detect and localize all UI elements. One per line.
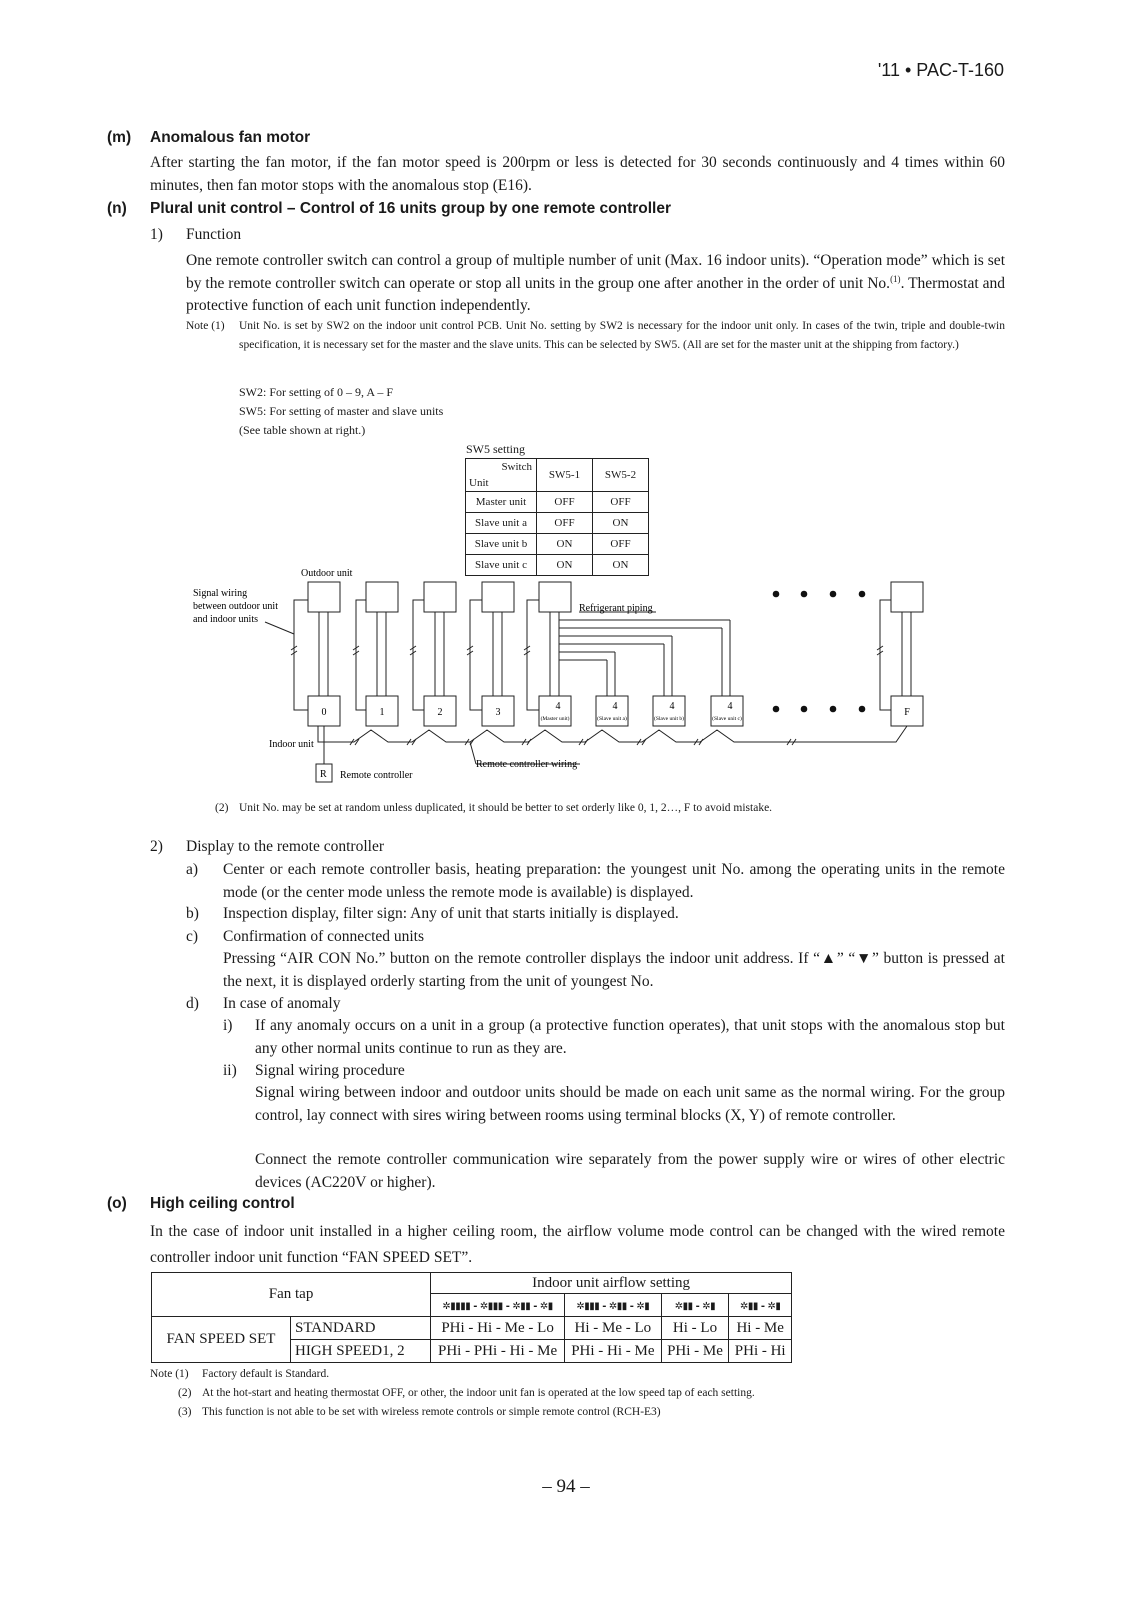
note-1-label: Note (1)	[186, 320, 225, 332]
airflow-cell: Hi - Lo	[661, 1317, 729, 1340]
fan-note-1-label: Note (1)	[150, 1368, 189, 1380]
sw5-cell: ON	[537, 555, 593, 576]
airflow-cell: Hi - Me	[729, 1317, 792, 1340]
unit-number: 4	[612, 701, 618, 712]
outdoor-unit-label: Outdoor unit	[301, 568, 353, 579]
section-letter-o: (o)	[107, 1195, 127, 1212]
section-title-n: Plural unit control – Control of 16 units group by one remote controller	[150, 200, 672, 217]
sub-text-a: Center or each remote controller basis, heating preparation: the youngest unit No. among the operating units in the remote mode (or the center mode unless the remote mode is available) is displayed.	[223, 861, 1005, 901]
sub-title-c: Confirmation of connected units	[223, 928, 425, 945]
section-letter-n: (n)	[107, 200, 127, 217]
page-number: – 94 –	[542, 1476, 590, 1497]
roman-ii-title: Signal wiring procedure	[255, 1062, 405, 1079]
sw5-row-label: Slave unit b	[466, 534, 537, 555]
sw5-corner-switch: Switch	[501, 461, 532, 473]
note-2-label: (2)	[215, 802, 229, 814]
unit-number: 1	[379, 707, 385, 718]
item-label-display: Display to the remote controller	[186, 838, 384, 855]
sw5-row-label: Slave unit a	[466, 513, 537, 534]
fan-speed-table	[151, 1272, 792, 1363]
note-1-text: Unit No. is set by SW2 on the indoor unit control PCB. Unit No. setting by SW2 is necessary for the indoor unit only. In cases of the twin, triple and double-twin specification, it is necessary set for the master and the slave units. This can be selected by SW5. (All are set for the master unit at the shipping from factory.)	[239, 320, 1005, 351]
sw5-cell: OFF	[537, 492, 593, 513]
fan-tap-high-speed: HIGH SPEED1, 2	[291, 1340, 431, 1363]
function-text-b: . Thermostat and protective function of each unit function independently.	[186, 274, 1005, 314]
document-id: '11 • PAC-T-160	[877, 60, 1004, 80]
sw5-col-header: SW5-2	[593, 459, 649, 492]
sw5-cell: OFF	[593, 492, 649, 513]
function-paragraph	[186, 250, 1005, 318]
airflow-header: Indoor unit airflow setting	[431, 1273, 792, 1294]
fan-speed-icons: ✲▮▮ - ✲▮	[674, 1300, 716, 1312]
sw-line-2: SW5: For setting of master and slave units	[239, 404, 444, 418]
item-number-1: 1)	[150, 226, 163, 243]
roman-ii: ii)	[223, 1062, 237, 1079]
section-title-m: Anomalous fan motor	[150, 129, 311, 146]
sw5-corner-unit: Unit	[469, 477, 489, 489]
outdoor-unit-box	[482, 582, 514, 612]
outdoor-unit-box	[891, 582, 923, 612]
sw5-corner-cell	[466, 459, 537, 492]
fan-note-3-label: (3)	[178, 1406, 192, 1418]
sw5-caption: SW5 setting	[466, 442, 525, 456]
unit-number: 2	[437, 707, 443, 718]
fan-note-3-text: This function is not able to be set with wireless remote controls or simple remote control (RCH-E3)	[202, 1406, 661, 1418]
function-text-a: One remote controller switch can control a group of multiple number of unit (Max. 16 indoor units). “Operation mode” which is set by the remote controller switch can operate or stop all units in the group one after another in the order of unit No.	[186, 252, 1005, 292]
sw5-cell: ON	[537, 534, 593, 555]
unit-number: 4	[669, 701, 675, 712]
unit-role: (Slave unit a)	[597, 716, 627, 722]
unit-number: 3	[495, 707, 501, 718]
note-2-text: Unit No. may be set at random unless duplicated, it should be better to set orderly like 0, 1, 2…, F to avoid mistake.	[239, 802, 773, 814]
airflow-cell: Hi - Me - Lo	[565, 1317, 662, 1340]
roman-i: i)	[223, 1017, 233, 1034]
sub-text-c: Pressing “AIR CON No.” button on the remote controller displays the indoor unit address. If “▲” “▼” button is pressed at the next, it is displayed orderly starting from the unit of youngest No.	[223, 950, 1005, 990]
sub-text-b: Inspection display, filter sign: Any of unit that starts initially is displayed.	[223, 905, 679, 922]
signal-label-2: between outdoor unit	[193, 601, 278, 612]
sw5-cell: OFF	[593, 534, 649, 555]
footnote-ref-1: (1)	[890, 273, 901, 284]
section-body-m: After starting the fan motor, if the fan motor speed is 200rpm or less is detected for 30 seconds continuously and 4 times within 60 minutes, then fan motor stops with the anomalous stop (E16).	[150, 154, 1005, 194]
unit-role: (Slave unit c)	[712, 716, 742, 722]
sw5-setting-table	[465, 458, 649, 576]
remote-controller-label: Remote controller	[340, 770, 413, 781]
fan-speed-icons: ✲▮▮▮▮ - ✲▮▮▮ - ✲▮▮ - ✲▮	[442, 1300, 553, 1312]
roman-ii-text-1: Signal wiring between indoor and outdoor units should be made on each unit same as the normal wiring. For the group control, lay connect with sires wiring between rooms using terminal blocks (X, Y) of remote controller.	[255, 1084, 1005, 1124]
airflow-cell: PHi - Me	[661, 1340, 729, 1363]
item-number-2: 2)	[150, 838, 163, 855]
unit-number: F	[904, 707, 910, 718]
sw5-row-label: Slave unit c	[466, 555, 537, 576]
sw5-cell: ON	[593, 513, 649, 534]
signal-label-1: Signal wiring	[193, 588, 248, 599]
group-control-wiring-diagram	[0, 560, 1132, 790]
sw5-row-label: Master unit	[466, 492, 537, 513]
unit-number: 4	[555, 701, 561, 712]
outdoor-unit-box	[308, 582, 340, 612]
fan-tap-standard: STANDARD	[291, 1317, 431, 1340]
sw-line-3: (See table shown at right.)	[239, 423, 366, 437]
roman-i-text: If any anomaly occurs on a unit in a group (a protective function operates), that unit stops with the anomalous stop but any other normal units continue to run as they are.	[255, 1017, 1005, 1057]
airflow-cell: PHi - PHi - Hi - Me	[431, 1340, 565, 1363]
unit-number: 0	[321, 707, 327, 718]
section-body-o: In the case of indoor unit installed in a higher ceiling room, the airflow volume mode control can be changed with the wired remote controller indoor unit function “FAN SPEED SET”.	[150, 1223, 1005, 1266]
sw5-col-header: SW5-1	[537, 459, 593, 492]
fan-speed-icons: ✲▮▮ - ✲▮	[740, 1300, 781, 1312]
fan-note-2-label: (2)	[178, 1387, 192, 1399]
fan-note-2-text: At the hot-start and heating thermostat OFF, or other, the indoor unit fan is operated at the low speed tap of each setting.	[202, 1387, 755, 1399]
remote-box-label: R	[320, 769, 327, 780]
section-letter-m: (m)	[107, 129, 132, 146]
fan-tap-header: Fan tap	[152, 1273, 431, 1317]
signal-label-3: and indoor units	[193, 614, 258, 625]
sub-letter-d: d)	[186, 995, 199, 1012]
airflow-cell: PHi - Hi - Me	[565, 1340, 662, 1363]
sub-title-d: In case of anomaly	[223, 995, 341, 1012]
sub-letter-c: c)	[186, 928, 199, 945]
roman-ii-text-2: Connect the remote controller communication wire separately from the power supply wire or wires of other electric devices (AC220V or higher).	[255, 1151, 1005, 1191]
sw-line-1: SW2: For setting of 0 – 9, A – F	[239, 385, 394, 399]
sw5-cell: OFF	[537, 513, 593, 534]
airflow-cell: PHi - Hi	[729, 1340, 792, 1363]
sub-letter-a: a)	[186, 861, 199, 878]
unit-role: (Master unit)	[540, 716, 570, 722]
sub-letter-b: b)	[186, 905, 199, 922]
outdoor-unit-box	[366, 582, 398, 612]
refrigerant-label: Refrigerant piping	[579, 603, 653, 614]
unit-number: 4	[727, 701, 733, 712]
indoor-unit-label: Indoor unit	[269, 739, 314, 750]
outdoor-unit-box	[539, 582, 571, 612]
section-title-o: High ceiling control	[150, 1195, 295, 1212]
outdoor-unit-box	[424, 582, 456, 612]
item-label-function: Function	[186, 226, 242, 243]
fan-speed-set-label: FAN SPEED SET	[152, 1317, 291, 1363]
fan-speed-icons: ✲▮▮▮ - ✲▮▮ - ✲▮	[576, 1300, 650, 1312]
unit-role: (Slave unit b)	[654, 716, 684, 722]
airflow-cell: PHi - Hi - Me - Lo	[431, 1317, 565, 1340]
remote-wiring-label: Remote controller wiring	[476, 759, 578, 770]
sw5-cell: ON	[593, 555, 649, 576]
fan-note-1-text: Factory default is Standard.	[202, 1368, 330, 1380]
